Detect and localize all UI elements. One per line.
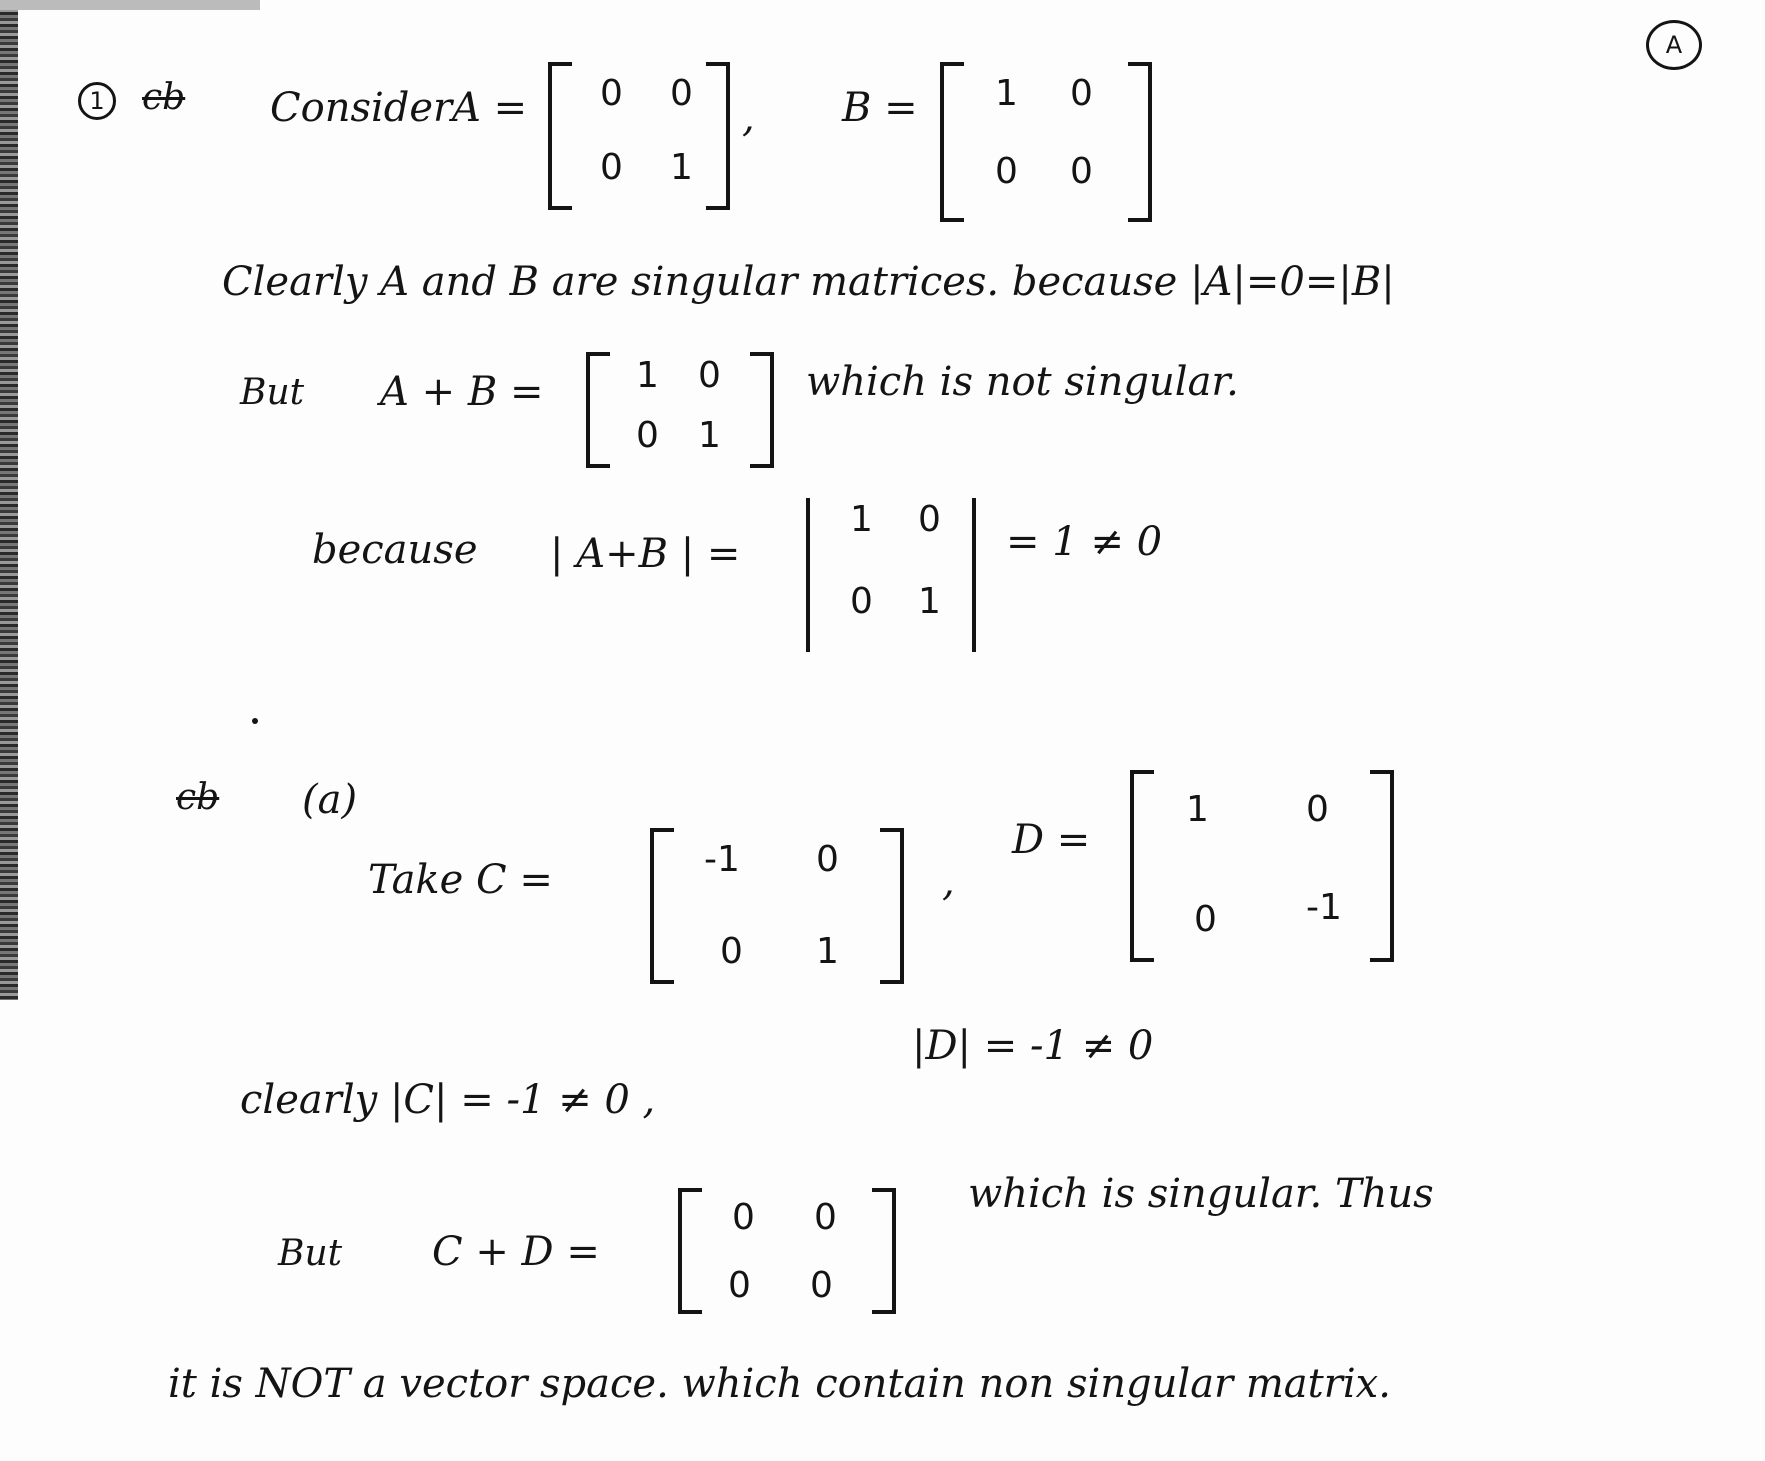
which-not-singular: which is not singular. [806, 359, 1239, 405]
matrix-cell: 0 [918, 499, 941, 540]
matrix-cell: 0 [728, 1265, 751, 1306]
det-result: = 1 ≠ 0 [1006, 519, 1163, 565]
clearly-singular-line: Clearly A and B are singular matrices. because |A|=0=|B| [222, 259, 1395, 305]
bracket-right [1128, 62, 1152, 222]
matrix-cell: 0 [1306, 789, 1329, 830]
page-number-circle [1646, 20, 1702, 70]
matrix-cell: 0 [1070, 151, 1093, 192]
matrix-cell: 0 [1194, 899, 1217, 940]
matrix-c [650, 828, 904, 984]
matrix-cell: 0 [600, 73, 623, 114]
but-label: But [240, 372, 305, 413]
page-number: A [1665, 31, 1683, 59]
which-is-singular: which is singular. Thus [968, 1171, 1434, 1217]
matrix-cell: 0 [816, 839, 839, 880]
det-a-plus-b-label: | A+B | = [550, 531, 741, 577]
matrix-cell: 0 [732, 1197, 755, 1238]
bracket-left [940, 62, 964, 222]
bracket-left [678, 1188, 702, 1314]
det-bar-left [806, 498, 810, 652]
a-plus-b-label: A + B = [380, 369, 544, 415]
det-bar-right [972, 498, 976, 652]
matrix-cell: 1 [816, 931, 839, 972]
part-a-label: (a) [302, 777, 358, 823]
matrix-cell: 0 [814, 1197, 837, 1238]
det-d: |D| = -1 ≠ 0 [912, 1023, 1154, 1069]
bracket-right [706, 62, 730, 210]
struck-mark: cb [142, 77, 186, 118]
matrix-cell: 0 [720, 931, 743, 972]
matrix-cell: 0 [670, 73, 693, 114]
determinant-a-plus-b [806, 498, 976, 652]
question-number-circle [78, 82, 116, 120]
matrix-cell: 0 [636, 415, 659, 456]
bracket-right [750, 352, 774, 468]
matrix-cell: -1 [704, 839, 740, 880]
consider-text: Consider [270, 85, 453, 131]
conclusion-line: it is NOT a vector space. which contain non singular matrix. [168, 1361, 1391, 1407]
clearly-det-c: clearly |C| = -1 ≠ 0 , [240, 1077, 656, 1123]
matrix-cell: 0 [600, 147, 623, 188]
matrix-cell: -1 [1306, 887, 1342, 928]
matrix-cell: 1 [698, 415, 721, 456]
matrix-c-plus-d [678, 1188, 896, 1314]
matrix-cell: 1 [995, 73, 1018, 114]
bracket-left [1130, 770, 1154, 962]
matrix-d [1130, 770, 1394, 962]
a-label: A = [452, 85, 528, 131]
take-c-label: Take C = [368, 857, 553, 903]
bracket-right [880, 828, 904, 984]
stray-dot [252, 718, 258, 724]
but-label: But [278, 1233, 343, 1274]
question-number: 1 [89, 87, 105, 115]
comma: , [742, 95, 755, 141]
comma: , [942, 859, 955, 905]
bracket-left [586, 352, 610, 468]
bracket-right [872, 1188, 896, 1314]
c-plus-d-label: C + D = [432, 1229, 600, 1275]
matrix-cell: 1 [670, 147, 693, 188]
matrix-cell: 1 [918, 581, 941, 622]
scan-edge [0, 0, 18, 1000]
bracket-left [548, 62, 572, 210]
matrix-cell: 0 [810, 1265, 833, 1306]
because-label: because [312, 527, 478, 573]
matrix-cell: 0 [850, 581, 873, 622]
matrix-cell: 1 [636, 355, 659, 396]
matrix-cell: 1 [1186, 789, 1209, 830]
struck-mark: cb [176, 777, 220, 818]
scan-edge-top [0, 0, 260, 10]
matrix-cell: 0 [1070, 73, 1093, 114]
b-label: B = [842, 85, 918, 131]
matrix-cell: 1 [850, 499, 873, 540]
matrix-cell: 0 [698, 355, 721, 396]
bracket-left [650, 828, 674, 984]
matrix-a [548, 62, 730, 210]
d-label: D = [1012, 817, 1091, 863]
matrix-b [940, 62, 1152, 222]
bracket-right [1370, 770, 1394, 962]
matrix-a-plus-b [586, 352, 774, 468]
matrix-cell: 0 [995, 151, 1018, 192]
